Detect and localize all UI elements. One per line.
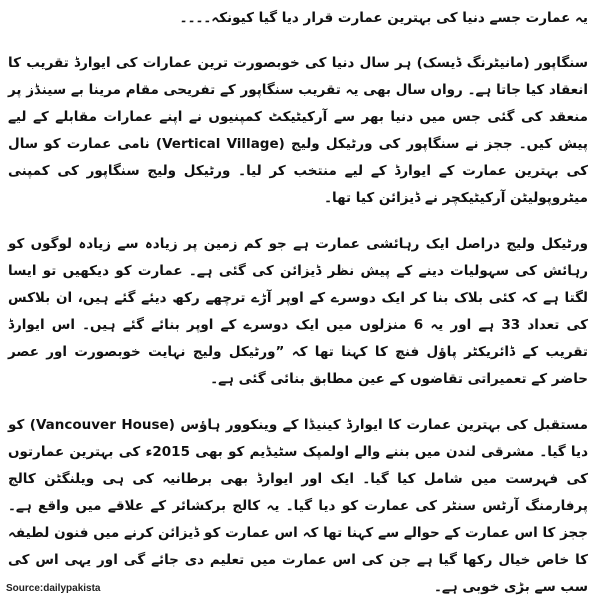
article-headline: یہ عمارت جسے دنیا کی بہترین عمارت قرار دیا گیا کیونکہ۔۔۔۔ [179,10,588,26]
source-credit: Source:dailypakista [6,583,101,594]
article-paragraph-1: سنگاپور (مانیٹرنگ ڈیسک) ہر سال دنیا کی خوبصورت ترین عمارات کی ایوارڈ تقریب کا انعقاد کیا جاتا ہے۔ رواں سال بھی یہ تقریب سنگاپور کے تفریحی مقام مرینا بے سینڈز پر منعقد کی گئی جس میں دنیا بھر سے آرکیٹیکٹ کمپنیوں نے اپنے عمارات مقابلے کے لیے پیش کیں۔ ججز نے سنگاپور کی ورٹیکل ولیج (Vertical Village) نامی عمارت کو سال کی بہترین عمارت کے ایوارڈ کے لیے منتخب کر لیا۔ ورٹیکل ولیج سنگاپور کی کمپنی میٹروپولیٹن آرکیٹیکچر نے ڈیزائن کیا تھا۔ [8,55,588,206]
article-paragraph-3: مستقبل کی بہترین عمارت کا ایوارڈ کینیڈا کے وینکوور ہاؤس (Vancouver House) کو دیا گیا۔ مشرقی لندن میں بننے والے اولمپک سٹیڈیم کو بھی 2015ء کی بہترین عمارتوں کی فہرست میں شامل کیا گیا۔ ایک اور ایوارڈ بھی برطانیہ کی ہی ویلنگٹن کالج پرفارمنگ آرٹس سنٹر کی عمارت کو دیا گیا۔ یہ کالج برکشائر کے علاقے میں واقع ہے۔ ججز کا اس عمارت کے حوالے سے کہنا تھا کہ اس عمارت کو ڈیزائن کرنے میں فنون لطیفہ کا خاص خیال رکھا گیا ہے جن کی اس عمارت میں تعلیم دی جائے گی اور یہی اس کی سب سے بڑی خوبی ہے۔ [8,417,589,595]
article-paragraph-2: ورٹیکل ولیج دراصل ایک رہائشی عمارت ہے جو کم زمین پر زیادہ سے زیادہ لوگوں کو رہائش کی سہولیات دینے کے پیش نظر ڈیزائن کی گئی ہے۔ عمارت کو دیکھیں تو ایسا لگتا ہے کہ کئی بلاک بنا کر ایک دوسرے کے اوپر آڑے ترچھے رکھ دیئے گئے ہیں، ان بلاکس کی تعداد 33 ہے اور یہ 6 منزلوں میں ایک دوسرے کے اوپر بنائے گئے ہیں۔ اس ایوارڈ تقریب کے ڈائریکٹر پاؤل فنچ کا کہنا تھا کہ ”ورٹیکل ولیج نہایت خوبصورت اور عصر حاضر کے تعمیراتی تقاضوں کے عین مطابق بنائی گئی ہے۔ [8,236,589,387]
